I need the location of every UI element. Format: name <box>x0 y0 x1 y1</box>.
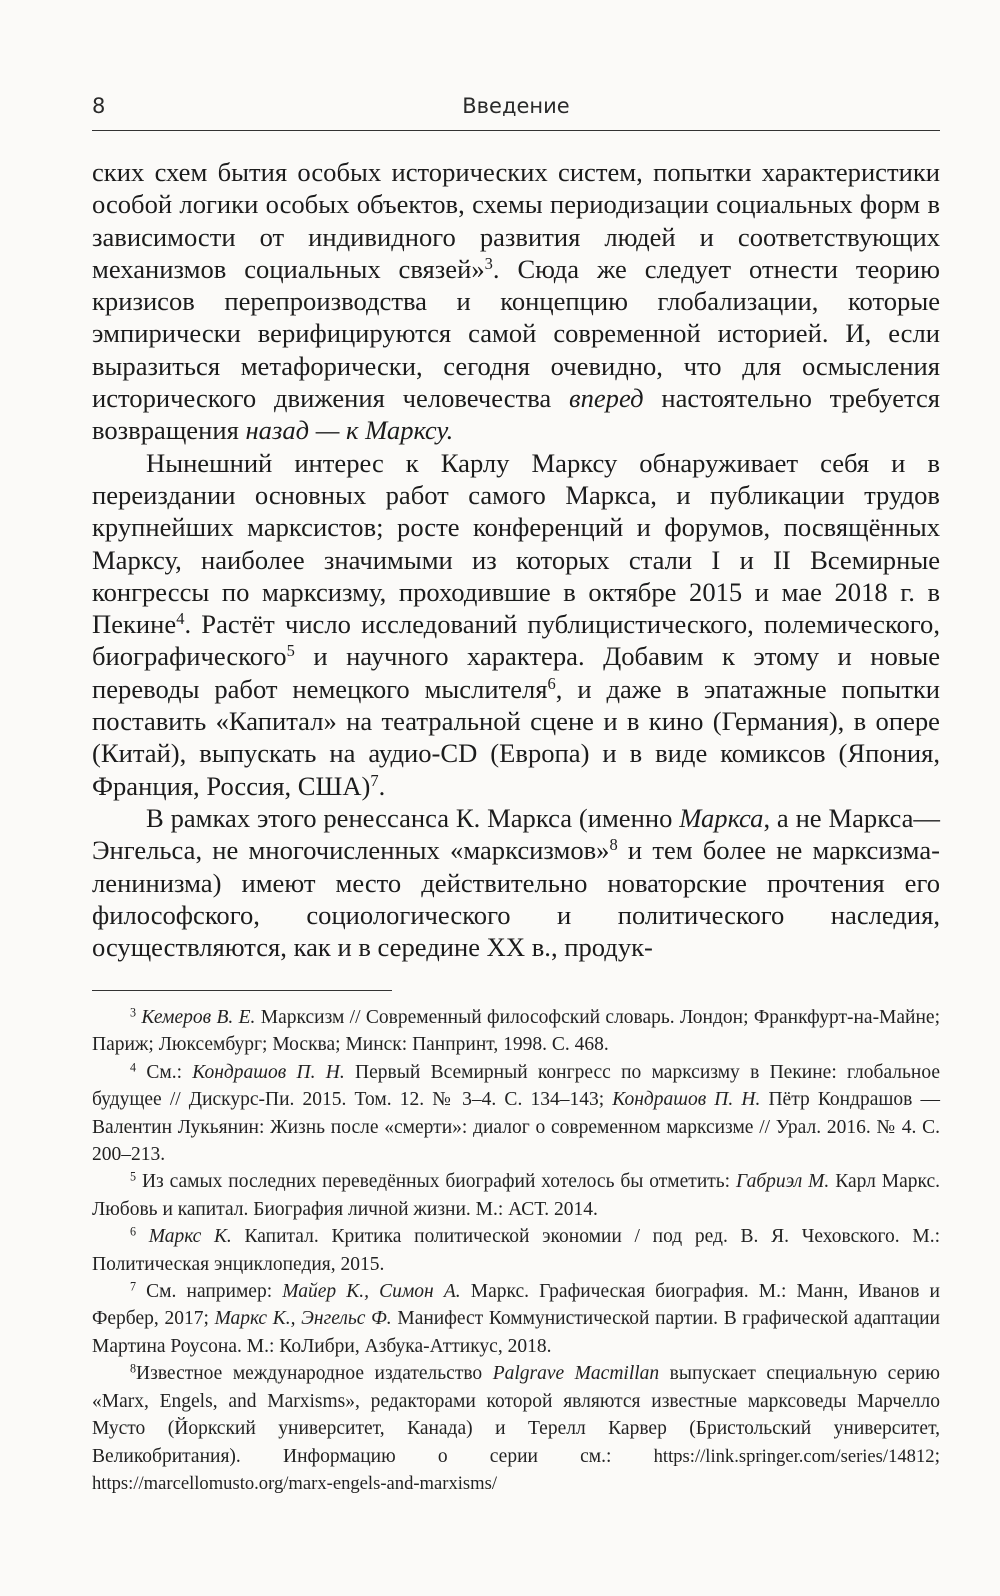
footnote-8 <box>92 1360 940 1497</box>
running-head <box>92 92 940 131</box>
text-run: . Сюда же следует отнести теорию кризисов перепроизводства и концепцию глобализации, которые эмпирически верифицируются самой современной историей. И, если выразиться метафорически, сегодня очевидно, что для осмысления исторического движения человечества <box>92 253 940 414</box>
footnote-number: 3 <box>130 1005 137 1020</box>
musto-series-link[interactable]: https://marcellomusto.org/marx-engels-and-marxisms/ <box>92 1472 498 1494</box>
footnote-divider <box>92 990 392 991</box>
springer-series-link[interactable]: https://link.springer.com/series/14812 <box>653 1445 935 1467</box>
text-run: ; <box>934 1445 940 1467</box>
author: Кемеров В. Е. <box>141 1007 256 1028</box>
footnote-number: 4 <box>130 1060 137 1075</box>
footnote-number: 6 <box>130 1224 137 1239</box>
footnote-4 <box>92 1059 940 1169</box>
author: Габриэл М. <box>736 1171 830 1193</box>
footnotes <box>92 1004 940 1497</box>
emphasis: вперед <box>569 383 644 414</box>
author: Кондрашов П. Н. <box>612 1089 761 1111</box>
footnote-5 <box>92 1168 940 1223</box>
footnote-ref-4[interactable]: 4 <box>176 609 185 629</box>
text-run: , и даже в эпатажные попытки поставить «Капитал» на театральной сцене и в кино (Германия), в опере (Китай), выпускать на аудио-CD (Европа) и в виде комиксов (Япония, Франция, Россия, США) <box>92 673 941 801</box>
footnote-number: 8 <box>130 1361 137 1376</box>
text-run: . <box>378 770 386 801</box>
footnote-ref-3[interactable]: 3 <box>484 253 493 273</box>
author: Маркс К. <box>148 1226 232 1248</box>
publisher-name: Palgrave Macmillan <box>492 1363 660 1385</box>
text-run: См.: <box>136 1061 193 1083</box>
emphasis: назад — к Марксу. <box>245 415 454 446</box>
text-run: выпускает специальную серию «Marx, Engels, and Marxisms», редакторами которой являются известные марксоведы Марчелло Мусто (Йоркский университет, Канада) и Терелл Карвер (Бристольский университет, Великобритания). Информацию о серии см.: <box>92 1363 940 1467</box>
text-run: Нынешний интерес к Карлу Марксу обнаруживает себя и в переиздании основных работ самого Маркса, и публикации трудов крупнейших марксистов; росте конференций и форумов, посвящённых Марксу, наиболее значимыми из которых стали I и II Всемирные конгрессы по марксизму, проходившие в октябре 2015 и мае 2018 г. в Пекине <box>92 447 940 640</box>
author: Кондрашов П. Н. <box>192 1061 345 1083</box>
text-run: Пётр Кондрашов — Валентин Лукьянин: Жизнь после «смерти»: диалог о современном марксизме // Урал. 2016. № 4. С. 200–213. <box>92 1089 940 1166</box>
author: Майер К., Симон А. <box>282 1281 461 1303</box>
text-run: и тем более не марксизма-ленинизма) имеют место действительно новаторские прочтения его философского, социологического и политического наследия, осуществляются, как и в середине XX в., продук- <box>92 835 940 963</box>
text-run: Из самых последних переведённых биографий хотелось бы отметить: <box>136 1171 736 1193</box>
section-title: Введение <box>462 94 570 118</box>
paragraph-1 <box>92 156 940 447</box>
text-run: В рамках этого ренессанса К. Маркса (именно <box>146 802 680 833</box>
text-run: Карл Маркс. Любовь и капитал. Биография личной жизни. М.: АСТ. 2014. <box>92 1171 941 1220</box>
emphasis: Маркса <box>679 802 764 833</box>
text-run: Первый Всемирный конгресс по марксизму в Пекине: глобальное будущее // Дискурс-Пи. 2015. Том. 12. № 3–4. С. 134–143; <box>92 1061 940 1111</box>
footnote-ref-6[interactable]: 6 <box>547 673 556 693</box>
footnote-3 <box>92 1004 940 1059</box>
footnote-ref-5[interactable]: 5 <box>286 641 295 661</box>
paragraph-3 <box>92 802 940 963</box>
text-run: Капитал. Критика политической экономии / под ред. В. Я. Чеховского. М.: Политическая энциклопедия, 2015. <box>92 1226 941 1275</box>
paragraph-2 <box>92 447 940 802</box>
footnote-6 <box>92 1223 940 1278</box>
text-run: См. например: <box>136 1281 283 1303</box>
footnote-ref-8[interactable]: 8 <box>609 835 618 855</box>
text-run: Манифест Коммунистической партии. В графической адаптации Мартина Роусона. М.: КоЛибри, Азбука-Аттикус, 2018. <box>92 1308 940 1357</box>
text-run: Марксизм // Современный философский словарь. Лондон; Франкфурт-на-Майне; Париж; Люксембург; Москва; Минск: Панпринт, 1998. С. 468. <box>92 1007 940 1056</box>
text-run: Маркс. Графическая биография. М.: Манн, Иванов и Фербер, 2017; <box>92 1281 940 1330</box>
text-run: . Растёт число исследований публицистического, полемического, биографического <box>92 609 940 672</box>
text-run: и научного характера. Добавим к этому и новые переводы работ немецкого мыслителя <box>92 641 940 704</box>
footnote-number: 5 <box>130 1169 137 1184</box>
text-run: , а не Маркса—Энгельса, не многочисленных «марксизмов» <box>92 802 940 866</box>
page-number: 8 <box>92 94 106 118</box>
text-run: Известное международное издательство <box>136 1363 493 1385</box>
footnote-7 <box>92 1278 940 1360</box>
author: Маркс К., Энгельс Ф. <box>214 1308 392 1330</box>
main-text <box>92 156 940 963</box>
text-run: ских схем бытия особых исторических систем, попытки характеристики особой логики особых объектов, схемы периодизации социальных форм в зависимости от индивидного развития людей и соответствующих механизмов социальных связей» <box>92 157 940 284</box>
footnote-number: 7 <box>130 1279 137 1294</box>
text-run: настоятельно требуется возвращения <box>92 383 940 446</box>
footnote-ref-7[interactable]: 7 <box>370 770 379 790</box>
